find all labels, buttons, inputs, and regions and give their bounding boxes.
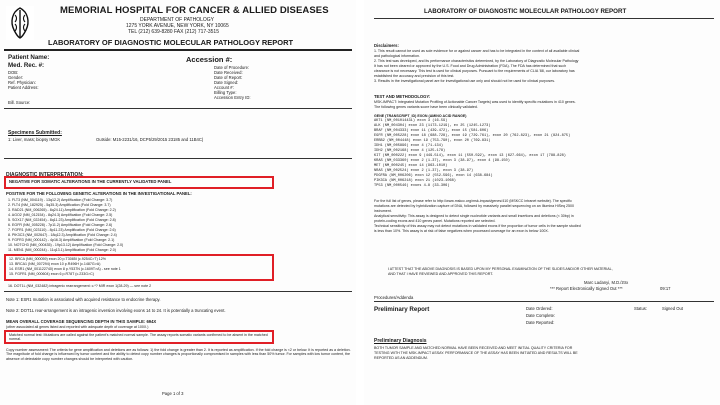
account-label: Account #:: [214, 85, 234, 90]
gene-item: PDGFRA (NM_006206) exon 12 (552-596), exon 14 (638-684): [374, 174, 493, 178]
finding-item: 5. SOX17 (NM_022454) - 8q11.23) Amplification (Fold Change: 2.8): [8, 218, 116, 222]
methodology-line: The following genes variants score have been clinically validated.: [374, 105, 478, 109]
preliminary-diagnosis-line: BOTH TUMOR SAMPLE AND MATCHED NORMAL HAVE BEEN RECEIVED AND MEET INITIAL QUALITY CRITERIA FOR: [374, 346, 573, 350]
negative-result: NEGATIVE FOR SOMATIC ALTERATIONS IN THE CURRENTLY VALIDATED PANEL: [9, 179, 172, 184]
med-rec-label: Med. Rec. #:: [8, 62, 45, 69]
gene-item: KRAS (NM_033360) exon 2 (1-37), exon 3 (38-97), exon 4 (98-150): [374, 159, 510, 163]
header-divider: [4, 49, 352, 51]
gene-item: AKT1 (NM_001014431) exon 3 (16-59): [374, 119, 448, 123]
matched-normal-note: Matched normal test: Mutations are called against the patient's matched normal sample. The assay reports somatic variants confirmed to be absent in the matched normal.: [9, 333, 268, 342]
disclaimers-heading: Disclaimers:: [374, 43, 399, 48]
finding-item: 2. FLT4 (NM_182925) - 5q35.3) Amplification (Fold Change: 3.7): [8, 203, 111, 207]
signer-name: Marc Ladanyi, M.D./ztrx: [584, 280, 629, 285]
methodology-heading: TEST AND METHODOLOGY:: [374, 94, 431, 99]
gene-item: KIT (NM_000222) exon 9 (449-514), exon 11 (550-592), exon 13 (627-664), exon 17 (788-828): [374, 154, 566, 158]
report-page-2: [364, 0, 720, 405]
outside-reference: Outside: M15-2231/16, DCP5/29/2015 23185 and 11B4C): [96, 137, 204, 142]
status-label: Status:: [634, 306, 648, 311]
gene-item: MET (NM_000245) exon 14 (963-1010): [374, 164, 448, 168]
report-title: LABORATORY OF DIAGNOSTIC MOLECULAR PATHOLOGY REPORT: [48, 38, 294, 47]
billing-type-label: Billing Type:: [214, 90, 237, 95]
specimens-heading: Specimens Submitted:: [8, 130, 62, 136]
procedures-label: Procedures/Addenda: [374, 295, 414, 300]
ref-physician-label: Ref. Physician:: [8, 80, 36, 85]
methodology-paragraph-line: Technical sensitivity of this assay may not detect mutations in validated exons if the proportion of tumor cells in the sample studied: [374, 224, 581, 228]
boxed-finding-item: 12. BRCA (NM_000059) exon 20 p.T3085I (c.9254C>T) 12%: [9, 257, 106, 261]
methodology-paragraph-line: For the full list of genes, please refer to http://www.mskcc.org/msk-impact/genes/410 (MSKCC intranet website). The specific: [374, 199, 572, 203]
gene-item: ALK (NM_004304) exon 23 (1173-1219), ex 25 (1245-1273): [374, 124, 491, 128]
finding-item: 6. EGFR (NM_005228) - 7p11.2) Amplification (Fold Change: 2.6): [8, 223, 113, 227]
finding-item: 8. PIK3C3 (NM_002647) - 18q12.3) Amplification (Fold Change: 2.4): [8, 233, 117, 237]
preliminary-diagnosis-heading: Preliminary Diagnosis: [374, 338, 427, 344]
boxed-finding-item: 13. BRCA1 (NM_007294) exon 10 p.R496H (c.1487G>A): [9, 262, 101, 266]
finding-item: 1. FLT3 (NM_004119) - 13q12.2) Amplification (Fold Change: 3.7): [8, 198, 113, 202]
hospital-logo-icon: [6, 6, 34, 40]
signed-out-line: *** Report Electronically Signed Out ***: [550, 286, 623, 291]
hospital-address: 1275 YORK AVENUE, NEW YORK, NY 10065: [126, 23, 229, 29]
finding-16: 16. DOT1L (NM_032482) intragenic rearrangement: c.*? MIR exon 1(28-29) — see note 2: [8, 284, 152, 288]
department-name: DEPARTMENT OF PATHOLOGY: [140, 17, 214, 23]
gene-item: EGFR (NM_005228) exon 18 (688-728), exon 19 (729-761), exon 20 (762-823), exon 21 (824-875): [374, 134, 571, 138]
finding-item: 3. RAD21 (NM_006265) - 8q24.11) Amplification (Fold Change: 2.2): [8, 208, 116, 212]
disclaimer-line: It has not been cleared or approved by the U.S. Food and Drug Administration (FDA). The FDA has determined that such: [374, 64, 567, 68]
hospital-name: MEMORIAL HOSPITAL FOR CANCER & ALLIED DISEASES: [60, 5, 329, 16]
patient-divider: [4, 108, 352, 109]
note-2: Note 2: DOT1L rear-arrangement is an intragenic inversion involving exons 14 to 24. It is potentially a truncating event.: [6, 308, 226, 313]
copy-number-note: Copy number assessment: The criteria for gene amplification and deletions are as follows: 1) the fold change is greater than 2. It is reported as amplification. If the fold change is <2 or below. It is reported as a deletion. The magnitude of fold change is influenced by tumor content and the ability to detect copy number changes is proportionally compromised in samples with less than 50% tumor. For samples with low tumor content, the absence of detectable copy number changes should be interpreted with caution.: [6, 348, 351, 361]
report-page-1: [0, 0, 356, 405]
patient-name-label: Patient Name:: [8, 54, 50, 61]
interp-divider: [4, 158, 352, 159]
methodology-line: MSK-IMPACT: Integrated Mutation Profiling of Actionable Cancer Targets) was used to identify specific mutations in 410 genes.: [374, 100, 576, 104]
report-title-page-2: LABORATORY OF DIAGNOSTIC MOLECULAR PATHOLOGY REPORT: [424, 8, 627, 15]
finding-item: 7. FGFR1 (NM_023110) - 8p11.23) Amplification (Fold Change: 2.6): [8, 228, 116, 232]
disclaimer-line: 1. This result cannot be used as sole evidence for or against cancer and has to be integrated in the context of all available clinical: [374, 49, 580, 53]
disclaimer-line: clearance is not necessary. This test is used for clinical purposes. Pursuant to the requirements of CLIA '88, our laboratory has: [374, 69, 575, 73]
patient-address-label: Patient Address:: [8, 85, 39, 90]
disclaimer-line: 3. Results in the investigational panel are for investigational use only and should not be used for clinical purposes.: [374, 79, 555, 83]
preliminary-report-label: Preliminary Report: [374, 306, 430, 313]
gene-item: PIK3CA (NM_006218) exon 21 (1023-1068): [374, 179, 456, 183]
date-of-procedure-label: Date of Procedure:: [214, 65, 250, 70]
methodology-paragraph-line: mutations are detected by hybridization capture of DNA, followed by massively parallel sequencing on an Illumina HiSeq 2500: [374, 204, 574, 208]
note-1: Note 1: ESR1 mutation is associated with acquired resistance to endocrine therapy.: [6, 297, 161, 302]
boxed-finding-item: 14. ESR1 (NM_001122740) exon 8 p.Y537N (c.1609T>A) - see note 1: [9, 267, 121, 271]
accession-entry-label: Accession Entry ID:: [214, 95, 251, 100]
procedures-divider: [374, 301, 714, 302]
date-reported-label: Date Reported:: [526, 320, 555, 325]
attestation-line: AND THAT I HAVE REVIEWED AND APPROVED THIS REPORT.: [388, 272, 494, 276]
date-complete-label: Date Complete:: [526, 313, 556, 318]
findings-divider: [4, 291, 352, 292]
signed-time: 09:17: [660, 286, 671, 291]
gene-item: IDH2 (NM_002168) exon 4 (125-178): [374, 149, 446, 153]
gene-list-header: GENE (TRANSCRIPT_ID) EXON (AMINO ACID RANGE): [374, 114, 467, 118]
bill-source-label: Bill. Source:: [8, 100, 31, 105]
hospital-phone-fax: TEL (212) 639-8280 FAX (212) 717-3515: [128, 29, 219, 35]
date-signed-label: Date Signed:: [214, 80, 239, 85]
finding-item: 10. NOTCH3 (NM_000435) - 19p13.12) Amplification (Fold Change: 2.0): [8, 243, 124, 247]
disclaimer-line: 2. This test was developed, and its performance characteristics determined, by the Laboratory of Diagnostic Molecular Pathology: [374, 59, 579, 63]
disclaimer-line: and pathological information.: [374, 54, 420, 58]
boxed-finding-item: 15. FGFR1 (NM_000604) exon 6 p.R78T (c.233G>C): [9, 272, 94, 276]
page-number: Page 1 of 3: [162, 391, 184, 396]
gene-item: ERBB2 (NM_004448) exon 19 (753-790), exon 20 (769-831): [374, 139, 491, 143]
accession-label: Accession #:: [186, 55, 233, 64]
status-value: Signed Out: [662, 306, 683, 311]
date-of-report-label: Date of Report:: [214, 75, 243, 80]
gene-item: BRAF (NM_004333) exon 11 (439-472), exon 15 (581-606): [374, 129, 489, 133]
finding-item: 11. MEN1 (NM_000244) - 11q13.1) Amplification (Fold Change: 2.0): [8, 248, 116, 252]
date-received-label: Date Received:: [214, 70, 243, 75]
page-gutter: [356, 0, 364, 405]
coverage-note: (other associated all genes listed and reported with adequate depth of coverage at 100X.): [6, 325, 149, 329]
gender-label: Gender:: [8, 75, 24, 80]
methodology-paragraph-line: is less than 10%. This assay is at risk of false negatives when processed coverage for an exon is below 100X.: [374, 229, 549, 233]
dob-label: DOB:: [8, 70, 19, 75]
finding-item: 4. AGO2 (NM_012154) - 8q24.3) Amplification (Fold Change: 2.5): [8, 213, 113, 217]
investigational-heading: POSITIVE FOR THE FOLLOWING GENETIC ALTERATIONS IN THE INVESTIGATIONAL PANEL:: [6, 191, 192, 196]
specimen-line: 1: Liver, mass; biopsy IMGK: [8, 137, 61, 142]
preliminary-diagnosis-line: TESTING WITH THE MSK-IMPACT ASSAY. PERFORMANCE OF THE ASSAY HAS BEEN INITIATED AND RESULTS WILL BE: [374, 351, 578, 355]
gene-item: IDH1 (NM_005896) exon 4 (71-134): [374, 144, 444, 148]
finding-item: 9. FGFR3 (NM_000142) - 4p16.3) Amplification (Fold Change: 2.1): [8, 238, 115, 242]
gene-item: NRAS (NM_002524) exon 2 (1-37), exon 3 (38-97): [374, 169, 474, 173]
methodology-paragraph-line: protein-coding exons and 410 genes panel. Mutations reported are selected.: [374, 219, 496, 223]
methodology-paragraph-line: instrument.: [374, 209, 392, 213]
methodology-paragraph-line: Analytical sensitivity: This assay is designed to detect single nucleotide variants and small insertions and deletions (< 30bp) in: [374, 214, 574, 218]
page-2-header-divider: [374, 18, 714, 19]
date-ordered-label: Date Ordered:: [526, 306, 553, 311]
attestation-line: I ATTEST THAT THE ABOVE DIAGNOSIS IS BASED UPON MY PERSONAL EXAMINATION OF THE SLIDES AND/OR OTHER MATERIAL,: [388, 267, 613, 271]
interp-heading: DIAGNOSTIC INTERPRETATION:: [6, 172, 84, 178]
preliminary-diagnosis-line: REPORTED AS AN ADDENDUM.: [374, 356, 428, 360]
mean-coverage: MEAN OVERALL COVERAGE SEQUENCING DEPTH IN THIS SAMPLE: 694X: [6, 319, 157, 324]
gene-item: TP53 (NM_000546) exons 4-8 (33-306): [374, 184, 450, 188]
disclaimer-line: established the accuracy and precision of this test.: [374, 74, 455, 78]
